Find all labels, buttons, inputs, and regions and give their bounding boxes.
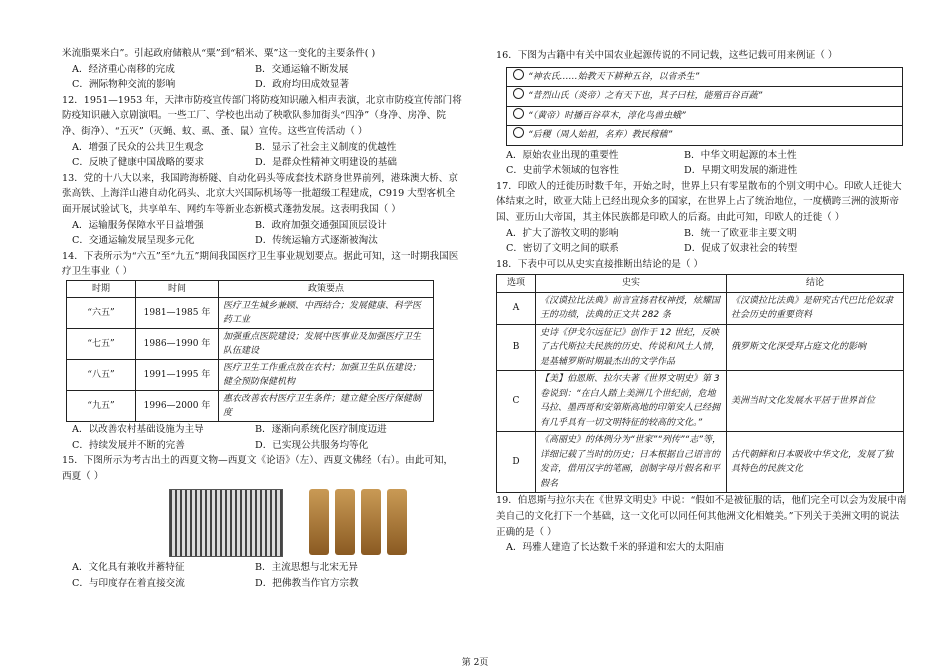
table-header: 结论 bbox=[727, 275, 904, 293]
table-row bbox=[67, 359, 434, 390]
left-column bbox=[62, 0, 462, 591]
q12-options-row2 bbox=[62, 155, 462, 171]
table-cell: 《汉谟拉比法典》前言宣扬君权神授，炫耀国王的功绩，法典的正文共 282 条 bbox=[536, 292, 727, 324]
option: B．中华文明起源的本土性 bbox=[684, 149, 797, 161]
table-row bbox=[497, 324, 904, 371]
table-cell: D bbox=[497, 432, 536, 493]
table-row bbox=[497, 432, 904, 493]
q18-table bbox=[496, 274, 904, 493]
option: B．统一了欧亚非主要文明 bbox=[684, 227, 797, 239]
q11-options-row2 bbox=[62, 77, 462, 93]
table-row bbox=[67, 297, 434, 328]
option: A．以改善农村基础设施为主导 bbox=[72, 423, 204, 435]
q13-stem: 13．党的十八大以来，我国跨海桥隧、自动化码头等成套技术跻身世界前列，港珠澳大桥、京张高铁、上海洋山港自动化码头、北京大兴国际机场等一批超级工程建成，C919 大型客机全面开展试验试飞，共享单车、网约车等新业态新模式蓬勃发展。这表明我国（ ） bbox=[62, 172, 458, 215]
option: B．主流思想与北宋无异 bbox=[255, 562, 358, 574]
option: C．交通运输发展呈现多元化 bbox=[72, 235, 195, 247]
table-header-row bbox=[67, 280, 434, 297]
list-item: “神农氏……始教天下耕种五谷，以省杀生” bbox=[507, 68, 902, 88]
table-cell: B bbox=[497, 324, 536, 371]
option: B．政府加强交通强国顶层设计 bbox=[255, 219, 387, 231]
table-cell: 惠农改善农村医疗卫生条件；建立健全医疗保健制度 bbox=[219, 390, 434, 421]
option: A．运输服务保障水平日益增强 bbox=[72, 219, 204, 231]
q15-stem: 15．下图所示为考古出土的西夏文物—西夏文《论语》（左）、西夏文佛经（右）。由此可知，西夏（ ） bbox=[62, 455, 454, 482]
table-cell: 《汉谟拉比法典》是研究古代巴比伦奴隶社会历史的重要资料 bbox=[727, 292, 904, 324]
table-cell: “九五” bbox=[67, 390, 136, 421]
q17-options-row2 bbox=[496, 241, 908, 257]
option: C．密切了文明之间的联系 bbox=[506, 243, 619, 255]
table-cell: C bbox=[497, 371, 536, 432]
q14-table bbox=[66, 280, 434, 422]
option: C．持续发展并不断的完善 bbox=[72, 439, 185, 451]
table-header: 选项 bbox=[497, 275, 536, 293]
table-row bbox=[497, 371, 904, 432]
option: D．促成了奴隶社会的转型 bbox=[684, 243, 798, 255]
page-number: 第 2页 bbox=[461, 658, 489, 668]
option: D．早期文明发展的渐进性 bbox=[684, 165, 798, 177]
option: A．文化具有兼收并蓄特征 bbox=[72, 562, 185, 574]
table-header-row bbox=[497, 275, 904, 293]
table-cell: 1986—1990 年 bbox=[136, 328, 219, 359]
table-cell: 1981—1985 年 bbox=[136, 297, 219, 328]
q13-options-row2 bbox=[62, 233, 462, 249]
q16-stem: 16．下图为古籍中有关中国农业起源传说的不同记载，这些记载可用来例证（ ） bbox=[496, 50, 838, 61]
option: D．政府均田成效显著 bbox=[255, 79, 350, 91]
option: B．逐渐向系统化医疗制度迈进 bbox=[255, 423, 387, 435]
q12-options-row1 bbox=[62, 140, 462, 156]
q16-quote-box bbox=[506, 67, 903, 146]
table-cell: 1996—2000 年 bbox=[136, 390, 219, 421]
option: B．显示了社会主义制度的优越性 bbox=[255, 141, 397, 153]
q15-options-row1 bbox=[62, 560, 462, 576]
option: A．增强了民众的公共卫生观念 bbox=[72, 141, 204, 153]
table-header: 时期 bbox=[67, 280, 136, 297]
table-cell: A bbox=[497, 292, 536, 324]
option: D．是群众性精神文明建设的基础 bbox=[255, 157, 398, 169]
option: C．史前学术领域的包容性 bbox=[506, 165, 619, 177]
table-cell: “八五” bbox=[67, 359, 136, 390]
table-cell: 俄罗斯文化深受拜占庭文化的影响 bbox=[727, 324, 904, 371]
option: A．扩大了游牧文明的影响 bbox=[506, 227, 619, 239]
option: C．反映了健康中国战略的要求 bbox=[72, 157, 205, 169]
table-cell: 【美】伯恩斯、拉尔夫著《世界文明史》第 3 卷说到：“在白人踏上美洲几个世纪前，危地马拉、墨西哥和安第斯高地的印第安人已经拥有几乎具有一切文明特征的较高的文化。” bbox=[536, 371, 727, 432]
table-cell: “六五” bbox=[67, 297, 136, 328]
table-cell: 史诗《伊戈尔远征记》创作于 12 世纪，反映了古代斯拉夫民族的历史、传说和风土人情，是基辅罗斯时期最杰出的文学作品 bbox=[536, 324, 727, 371]
option: D．已实现公共服务均等化 bbox=[255, 439, 369, 451]
table-cell: 医疗卫生工作重点放在农村；加强卫生队伍建设；健全预防保健机构 bbox=[219, 359, 434, 390]
table-cell: 医疗卫生城乡兼顾、中西结合；发展健康、科学医药工业 bbox=[219, 297, 434, 328]
q13-options-row1 bbox=[62, 218, 462, 234]
option: A．原始农业出现的重要性 bbox=[506, 149, 619, 161]
option: C．洲际物种交流的影响 bbox=[72, 79, 176, 91]
table-cell: “七五” bbox=[67, 328, 136, 359]
table-row bbox=[67, 328, 434, 359]
q15-options-row2 bbox=[62, 576, 462, 592]
option: B．交通运输不断发展 bbox=[255, 63, 349, 75]
table-cell: 加强重点医院建设；发展中医事业及加强医疗卫生队伍建设 bbox=[219, 328, 434, 359]
list-item: “昔烈山氏（炎帝）之有天下也，其子曰柱，能殖百谷百蔬” bbox=[507, 87, 902, 107]
q16-options-row2 bbox=[496, 163, 908, 179]
q17-stem: 17．印欧人的迁徙历时数千年，开始之时，世界上只有零星散布的个别文明中心。印欧人迁徙大体结束之时，欧亚大陆上已经出现众多的国家，在世界上占了统治地位，一度横跨三洲的波斯帝国、亚历山大帝国，其主体民族都是印欧人的后裔。由此可知，印欧人的迁徙（ ） bbox=[496, 180, 902, 223]
table-cell: 1991—1995 年 bbox=[136, 359, 219, 390]
q11-tail: 米流脂粟米白”。引起政府储粮从“粟”到“稻米、粟”这一变化的主要条件( ) bbox=[62, 48, 376, 59]
list-item: “（黄帝）时播百谷草木，淳化鸟兽虫蛾” bbox=[507, 107, 902, 127]
q12-stem: 12．1951—1953 年，天津市防疫宣传部门将防疫知识融入相声表演，北京市防疫宣传部门将防疫知识融入京剧演唱。一些工厂、学校也出动了秧歌队参加街头“四净”（身净、房净、院净、街净）、“五灭”（灭蝇、蚊、虱、蚤、鼠）宣传。这些宣传活动（ ） bbox=[62, 94, 462, 137]
q18-stem: 18．下表中可以从史实直接推断出结论的是（ ） bbox=[496, 258, 704, 270]
table-row bbox=[67, 390, 434, 421]
table-cell: 《高丽史》的体例分为“世家”“列传”“志”等，详细记载了当时的历史；日本根据自己语言的发音，借用汉字的笔画，创制字母片假名和平假名 bbox=[536, 432, 727, 493]
circle-bullet-icon bbox=[513, 108, 524, 119]
q16-options-row1 bbox=[496, 148, 908, 164]
table-header: 政策要点 bbox=[219, 280, 434, 297]
q14-stem: 14．下表所示为“六五”至“九五”期间我国医疗卫生事业规划要点。据此可知，这一时期我国医疗卫生事业（ ） bbox=[62, 250, 459, 278]
q15-figures bbox=[169, 489, 462, 557]
q19-option-a: A．玛雅人建造了长达数千米的驿道和宏大的太阳庙 bbox=[506, 542, 724, 554]
table-cell: 古代朝鲜和日本吸收中华文化，发展了独具特色的民族文化 bbox=[727, 432, 904, 493]
option: D．传统运输方式逐渐被淘汰 bbox=[255, 235, 378, 247]
q17-options-row1 bbox=[496, 226, 908, 242]
table-header: 时间 bbox=[136, 280, 219, 297]
option: A．经济重心南移的完成 bbox=[72, 63, 175, 75]
table-row bbox=[497, 292, 904, 324]
right-column bbox=[496, 0, 908, 556]
table-cell: 美洲当时文化发展水平居于世界首位 bbox=[727, 371, 904, 432]
q14-options-row2 bbox=[62, 438, 462, 454]
xixia-analects-image bbox=[169, 489, 283, 557]
circle-bullet-icon bbox=[513, 69, 524, 80]
list-item: “后稷（周人始祖，名弃）教民稼穑” bbox=[507, 126, 902, 145]
circle-bullet-icon bbox=[513, 127, 524, 138]
option: D．把佛教当作官方宗教 bbox=[255, 577, 359, 589]
q19-stem: 19．伯恩斯与拉尔夫在《世界文明史》中说：“假如不是被征服的话，他们完全可以会为发展中南美自己的文化打下一个基础，这一文化可以同任何其他洲文化相媲美。”下列关于美洲文明的说法正确的是（ ） bbox=[496, 495, 907, 538]
table-header: 史实 bbox=[536, 275, 727, 293]
circle-bullet-icon bbox=[513, 88, 524, 99]
q14-options-row1 bbox=[62, 422, 462, 438]
q11-options-row1 bbox=[62, 62, 462, 78]
xixia-sutra-image bbox=[299, 489, 411, 555]
option: C．与印度存在着直接交流 bbox=[72, 577, 185, 589]
